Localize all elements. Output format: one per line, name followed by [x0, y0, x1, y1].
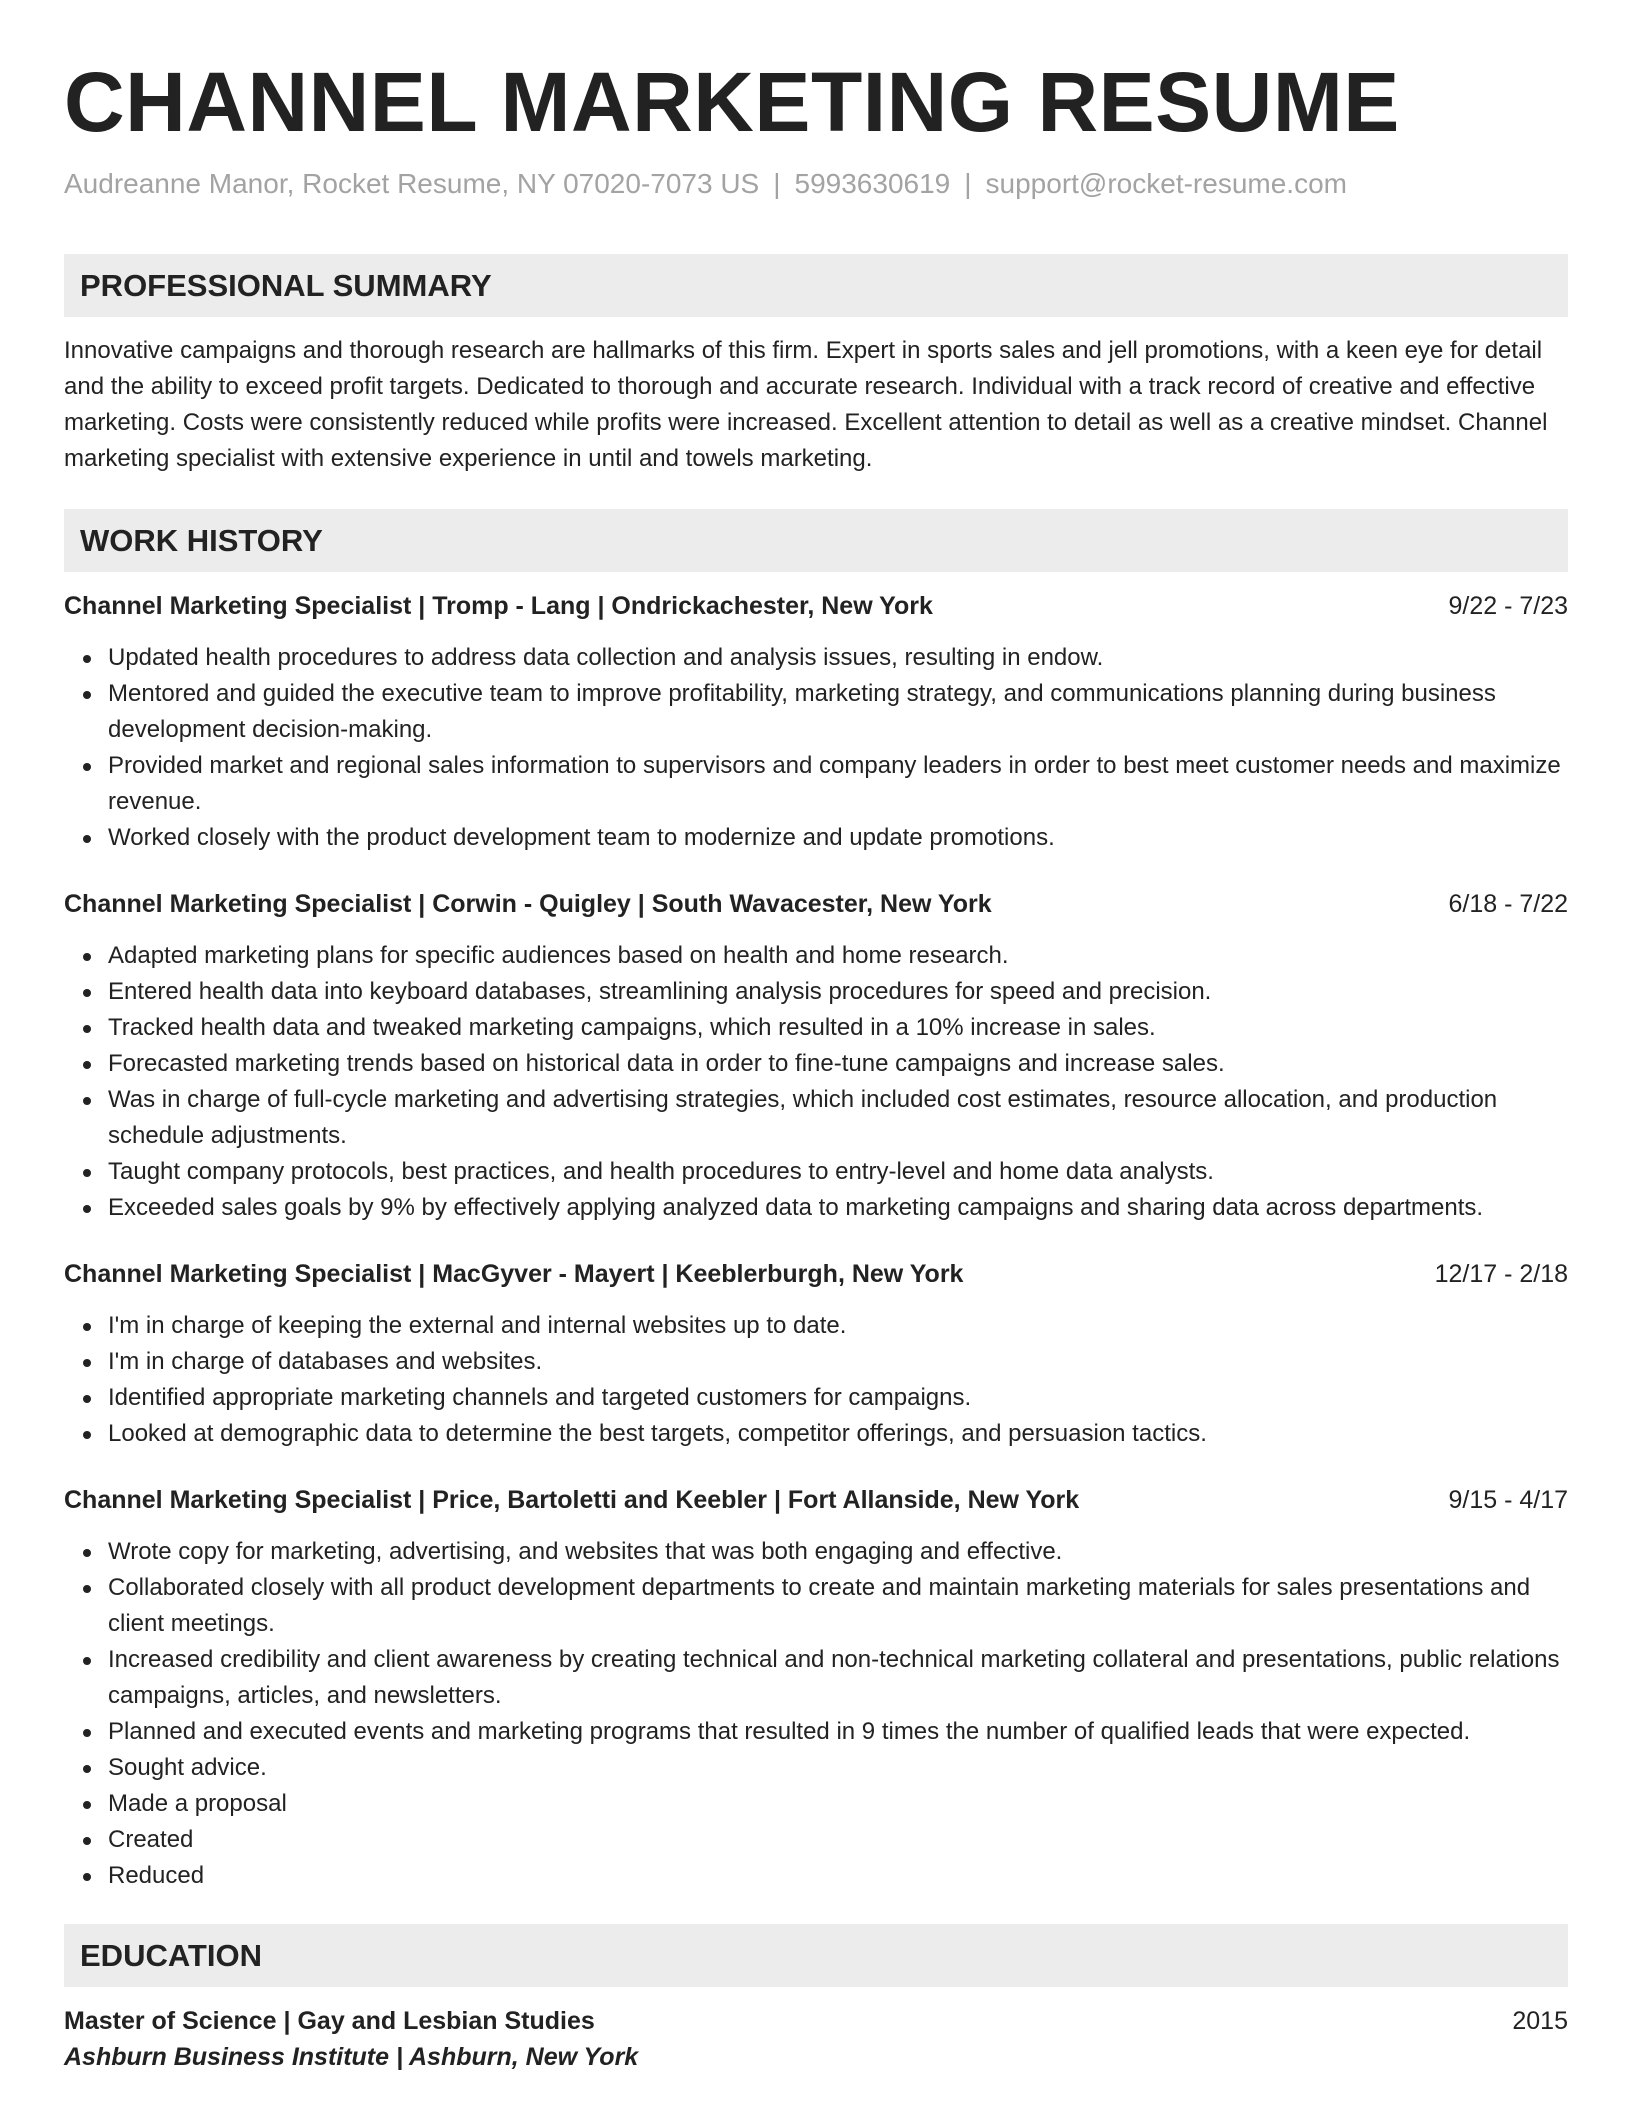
- bullet-icon: [83, 691, 91, 699]
- contact-email: support@rocket-resume.com: [985, 168, 1347, 199]
- bullet-icon: [83, 1765, 91, 1773]
- education-entry: [64, 2003, 1568, 2075]
- job-bullet: [108, 1750, 1568, 1786]
- job-title: Channel Marketing Specialist | MacGyver - Mayert | Keeblerburgh, New York: [64, 1260, 964, 1288]
- job-bullet: [108, 1190, 1568, 1226]
- summary-text: Innovative campaigns and thorough research are hallmarks of this firm. Expert in sports sales and jell promotions, with a keen eye for detail and the ability to exceed profit targets. Dedicated to thorough and accurate research. Individual with a track record of creative and effective marketing. Costs were consistently reduced while profits were increased. Excellent attention to detail as well as a creative mindset. Channel marketing specialist with extensive experience in until and towels marketing.: [64, 337, 1548, 472]
- job-bullet-list: [64, 938, 1568, 1226]
- job-bullet-text: Taught company protocols, best practices, and health procedures to entry-level and home data analysts.: [108, 1158, 1214, 1185]
- job-bullet-text: Looked at demographic data to determine the best targets, competitor offerings, and persuasion tactics.: [108, 1420, 1207, 1447]
- job-bullet: [108, 1786, 1568, 1822]
- bullet-icon: [83, 763, 91, 771]
- bullet-icon: [83, 1323, 91, 1331]
- job-bullet: [108, 1344, 1568, 1380]
- job-bullet-text: Entered health data into keyboard databases, streamlining analysis procedures for speed and precision.: [108, 978, 1212, 1005]
- job-dates: 6/18 - 7/22: [1448, 890, 1568, 918]
- contact-separator: |: [964, 168, 972, 199]
- job-bullet: [108, 1858, 1568, 1894]
- job-bullet: [108, 1822, 1568, 1858]
- bullet-icon: [83, 655, 91, 663]
- section-header-education: EDUCATION: [64, 1924, 1568, 1987]
- work-history-list: [64, 588, 1568, 1894]
- job-bullet: [108, 1082, 1568, 1154]
- bullet-icon: [83, 1205, 91, 1213]
- contact-phone: 5993630619: [794, 168, 951, 199]
- job-bullet-text: Was in charge of full-cycle marketing and advertising strategies, which included cost estimates, resource allocation, and production schedule adjustments.: [108, 1086, 1498, 1149]
- job-bullet-text: Tracked health data and tweaked marketing campaigns, which resulted in a 10% increase in sales.: [108, 1014, 1156, 1041]
- job-bullet-text: Sought advice.: [108, 1754, 267, 1781]
- job-dates: 9/22 - 7/23: [1448, 592, 1568, 620]
- bullet-icon: [83, 1395, 91, 1403]
- education-head: [64, 2003, 1568, 2039]
- job-bullet: [108, 1046, 1568, 1082]
- bullet-icon: [83, 989, 91, 997]
- job-bullet-text: Increased credibility and client awareness by creating technical and non-technical marketing collateral and presentations, public relations campaigns, articles, and newsletters.: [108, 1646, 1560, 1709]
- bullet-icon: [83, 1359, 91, 1367]
- job-title: Channel Marketing Specialist | Corwin - Quigley | South Wavacester, New York: [64, 890, 992, 918]
- section-header-work-history: WORK HISTORY: [64, 509, 1568, 572]
- job-bullet-text: Made a proposal: [108, 1790, 287, 1817]
- job-bullet: [108, 938, 1568, 974]
- job-bullet: [108, 1642, 1568, 1714]
- bullet-icon: [83, 1585, 91, 1593]
- job-entry: [64, 886, 1568, 1226]
- job-entry: [64, 1482, 1568, 1894]
- job-entry: [64, 588, 1568, 856]
- bullet-icon: [83, 1657, 91, 1665]
- job-bullet: [108, 1714, 1568, 1750]
- job-bullet: [108, 676, 1568, 748]
- education-degree: Master of Science | Gay and Lesbian Studies: [64, 2007, 595, 2035]
- job-bullet: [108, 1380, 1568, 1416]
- job-bullet-text: Identified appropriate marketing channels and targeted customers for campaigns.: [108, 1384, 972, 1411]
- contact-separator: |: [773, 168, 781, 199]
- bullet-icon: [83, 1169, 91, 1177]
- bullet-icon: [83, 1061, 91, 1069]
- job-bullet-text: Forecasted marketing trends based on historical data in order to fine-tune campaigns and increase sales.: [108, 1050, 1225, 1077]
- job-bullet: [108, 1308, 1568, 1344]
- job-bullet-text: Planned and executed events and marketing programs that resulted in 9 times the number of qualified leads that were expected.: [108, 1718, 1471, 1745]
- job-head: [64, 1482, 1568, 1518]
- job-bullet: [108, 1534, 1568, 1570]
- job-bullet-text: Wrote copy for marketing, advertising, and websites that was both engaging and effective.: [108, 1538, 1063, 1565]
- section-header-summary: PROFESSIONAL SUMMARY: [64, 254, 1568, 317]
- bullet-icon: [83, 1837, 91, 1845]
- job-dates: 9/15 - 4/17: [1448, 1486, 1568, 1514]
- contact-address: Audreanne Manor, Rocket Resume, NY 07020-7073 US: [64, 168, 760, 199]
- bullet-icon: [83, 953, 91, 961]
- bullet-icon: [83, 835, 91, 843]
- resume-title: CHANNEL MARKETING RESUME: [64, 55, 1400, 149]
- job-head: [64, 1256, 1568, 1292]
- job-bullet: [108, 748, 1568, 820]
- job-bullet-list: [64, 1534, 1568, 1894]
- job-bullet: [108, 974, 1568, 1010]
- job-bullet-text: Provided market and regional sales information to supervisors and company leaders in order to best meet customer needs and maximize revenue.: [108, 752, 1561, 815]
- job-bullet: [108, 1570, 1568, 1642]
- education-school: Ashburn Business Institute | Ashburn, New York: [64, 2043, 639, 2071]
- bullet-icon: [83, 1873, 91, 1881]
- job-bullet-text: Collaborated closely with all product development departments to create and maintain marketing materials for sales presentations and client meetings.: [108, 1574, 1531, 1637]
- job-bullet-text: Created: [108, 1826, 194, 1853]
- job-bullet-list: [64, 1308, 1568, 1452]
- job-bullet-text: Worked closely with the product development team to modernize and update promotions.: [108, 824, 1055, 851]
- job-bullet-text: Mentored and guided the executive team to improve profitability, marketing strategy, and communications planning during business development decision-making.: [108, 680, 1496, 743]
- job-title: Channel Marketing Specialist | Tromp - Lang | Ondrickachester, New York: [64, 592, 933, 620]
- job-bullet-list: [64, 640, 1568, 856]
- job-bullet-text: I'm in charge of keeping the external and internal websites up to date.: [108, 1312, 847, 1339]
- bullet-icon: [83, 1025, 91, 1033]
- job-bullet-text: Adapted marketing plans for specific audiences based on health and home research.: [108, 942, 1009, 969]
- job-bullet: [108, 1010, 1568, 1046]
- job-bullet-text: Exceeded sales goals by 9% by effectively applying analyzed data to marketing campaigns and sharing data across departments.: [108, 1194, 1484, 1221]
- bullet-icon: [83, 1549, 91, 1557]
- job-head: [64, 886, 1568, 922]
- job-head: [64, 588, 1568, 624]
- job-bullet: [108, 1154, 1568, 1190]
- bullet-icon: [83, 1431, 91, 1439]
- contact-line: [64, 164, 1568, 204]
- job-bullet: [108, 820, 1568, 856]
- job-title: Channel Marketing Specialist | Price, Bartoletti and Keebler | Fort Allanside, New York: [64, 1486, 1080, 1514]
- job-bullet-text: I'm in charge of databases and websites.: [108, 1348, 543, 1375]
- job-bullet: [108, 1416, 1568, 1452]
- bullet-icon: [83, 1729, 91, 1737]
- job-bullet-text: Reduced: [108, 1862, 205, 1889]
- bullet-icon: [83, 1801, 91, 1809]
- bullet-icon: [83, 1097, 91, 1105]
- job-dates: 12/17 - 2/18: [1434, 1260, 1568, 1288]
- job-entry: [64, 1256, 1568, 1452]
- job-bullet: [108, 640, 1568, 676]
- job-bullet-text: Updated health procedures to address data collection and analysis issues, resulting in endow.: [108, 644, 1104, 671]
- education-year: 2015: [1512, 2007, 1568, 2035]
